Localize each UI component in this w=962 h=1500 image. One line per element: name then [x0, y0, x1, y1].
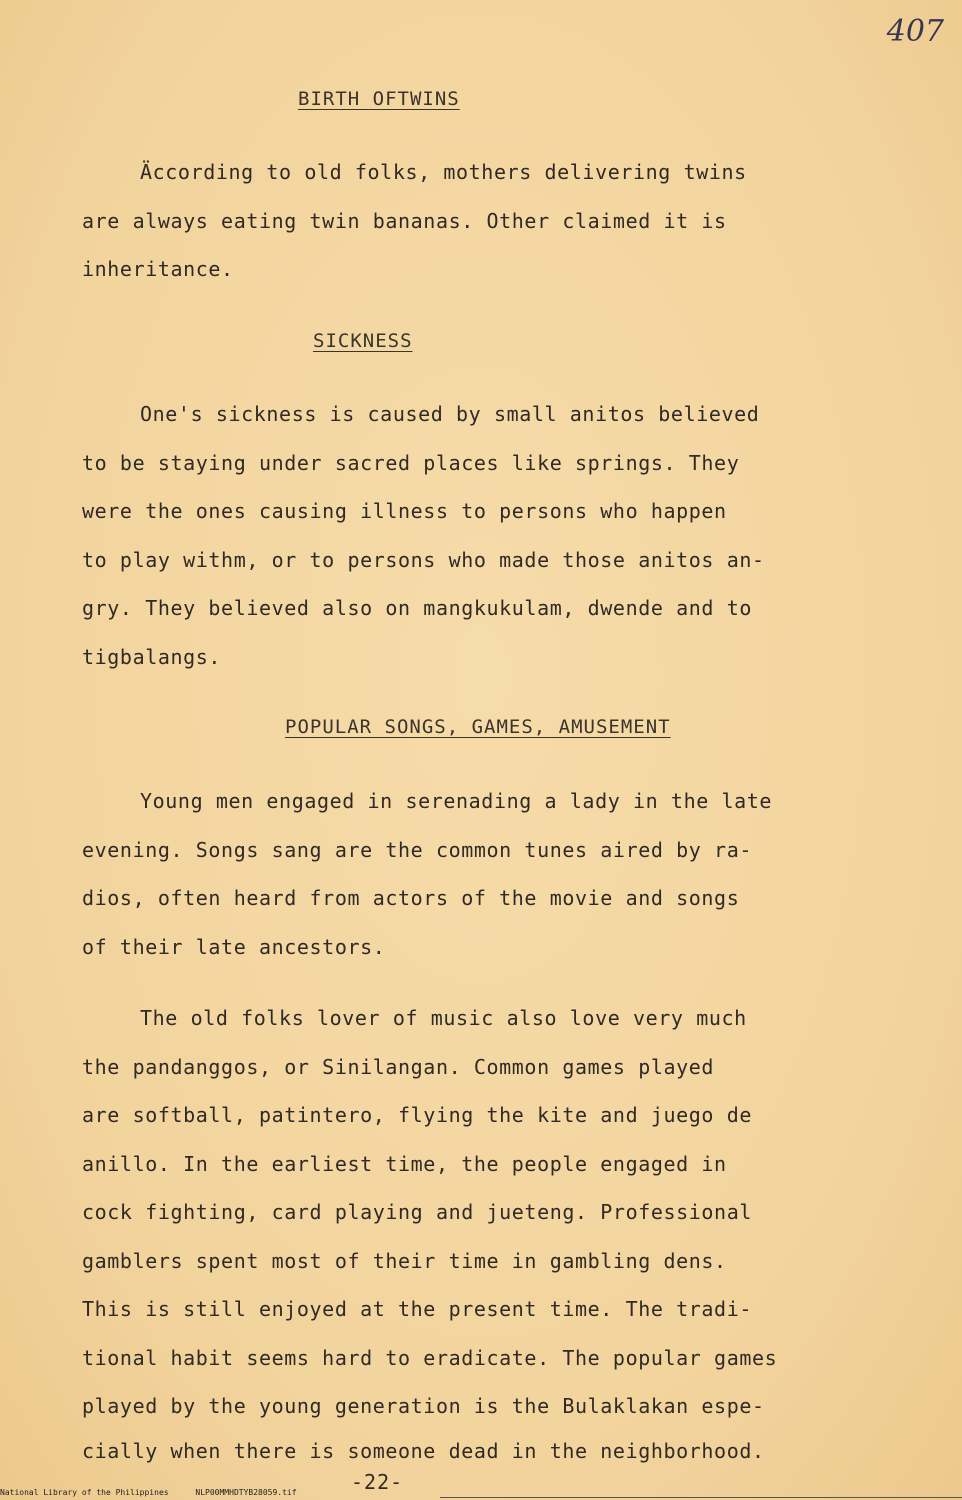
text-line: played by the young generation is the Bulaklakan espe-	[82, 1394, 765, 1418]
folio-number: 407	[886, 14, 944, 49]
text-line: tigbalangs.	[82, 644, 222, 669]
footer-library: National Library of the Philippines	[0, 1488, 169, 1497]
paragraph-songs	[82, 777, 912, 971]
text-line: Young men engaged in serenading a lady in the late	[140, 789, 773, 813]
footer-file: NLP00MMHDTYB28059.tif	[195, 1488, 297, 1497]
paragraph-birth-of-twins	[82, 148, 912, 294]
text-line: to be staying under sacred places like springs. They	[82, 450, 740, 475]
paragraph-games	[82, 994, 912, 1471]
text-line: Äccording to old folks, mothers delivering twins	[140, 160, 747, 184]
heading-sickness: SICKNESS	[313, 330, 413, 352]
text-line: gamblers spent most of their time in gambling dens.	[82, 1248, 727, 1273]
heading-birth-of-twins: BIRTH OFTWINS	[298, 88, 460, 110]
text-line: dios, often heard from actors of the movie and songs	[82, 886, 740, 910]
text-line: cock fighting, card playing and jueteng. Professional	[82, 1200, 752, 1224]
text-line: anillo. In the earliest time, the people engaged in	[82, 1151, 727, 1176]
text-line: This is still enjoyed at the present time. The tradi-	[82, 1297, 752, 1321]
text-line: to play withm, or to persons who made those anitos an-	[82, 547, 765, 572]
text-line: tional habit seems hard to eradicate. The popular games	[82, 1345, 778, 1370]
heading-popular-songs: POPULAR SONGS, GAMES, AMUSEMENT	[285, 716, 671, 738]
text-line: evening. Songs sang are the common tunes aired by ra-	[82, 837, 752, 862]
text-line: of their late ancestors.	[82, 934, 386, 959]
text-line: cially when there is someone dead in the neighborhood.	[82, 1438, 765, 1463]
text-line: the pandanggos, or Sinilangan. Common games played	[82, 1054, 715, 1079]
footer-rule	[440, 1497, 962, 1498]
text-line: gry. They believed also on mangkukulam, dwende and to	[82, 596, 752, 620]
text-line: are always eating twin bananas. Other claimed it is	[82, 208, 727, 233]
page-number: -22-	[351, 1470, 404, 1494]
text-line: The old folks lover of music also love very much	[140, 1006, 747, 1030]
text-line: are softball, patintero, flying the kite and juego de	[82, 1103, 752, 1127]
text-line: inheritance.	[82, 257, 234, 281]
paragraph-sickness	[82, 390, 912, 681]
scan-footer	[0, 1488, 319, 1497]
text-line: were the ones causing illness to persons who happen	[82, 499, 727, 523]
text-line: One's sickness is caused by small anitos believed	[140, 402, 760, 426]
